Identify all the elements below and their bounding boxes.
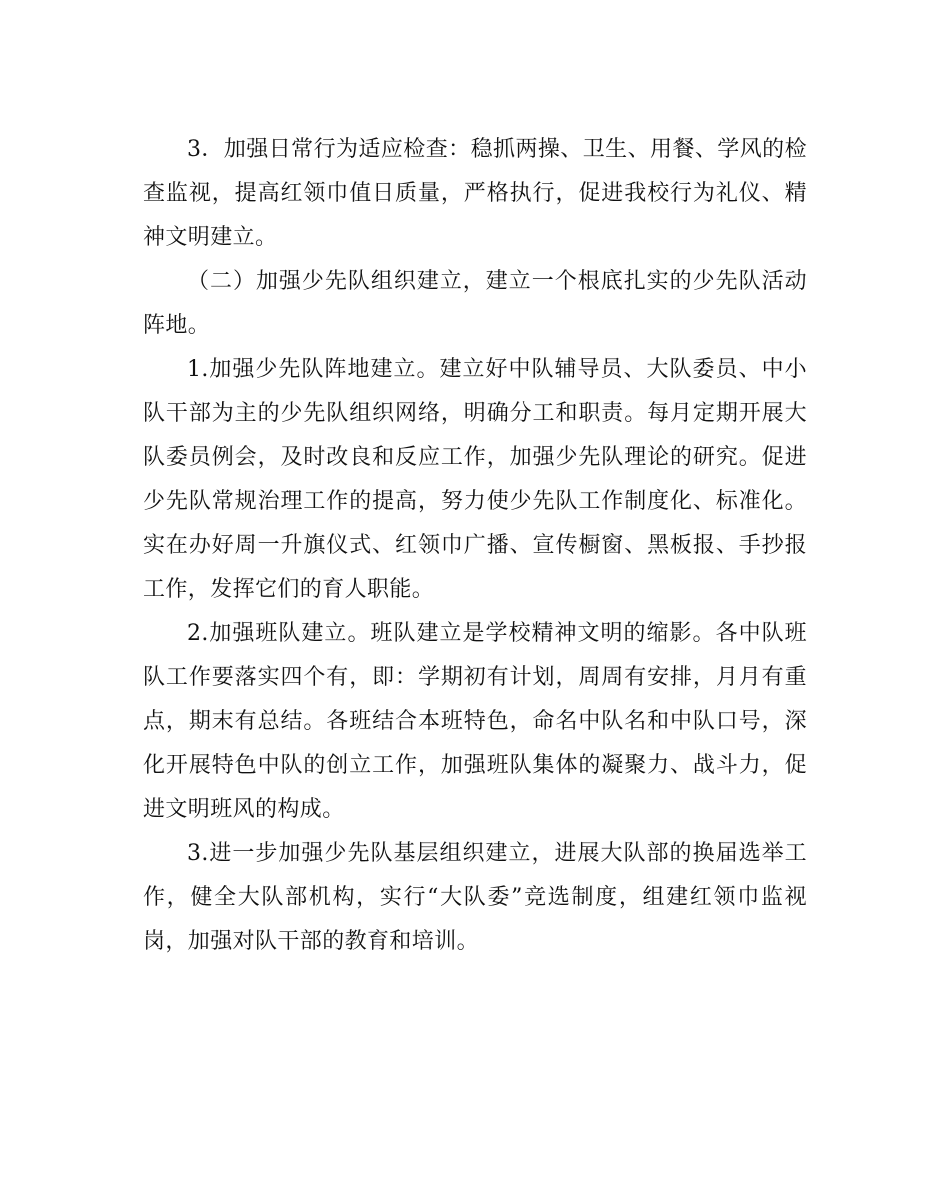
document-body <box>143 128 807 964</box>
paragraph-class-team-building: 2.加强班队建立。班队建立是学校精神文明的缩影。各中队班队工作要落实四个有，即：学期初有计划，周周有安排，月月有重点，期末有总结。各班结合本班特色，命名中队名和中队口号，深化开展特色中队的创立工作，加强班队集体的凝聚力、战斗力，促进文明班风的构成。 <box>143 621 807 822</box>
section-heading-organization: （二）加强少先队组织建立，建立一个根底扎实的少先队活动阵地。 <box>143 269 807 338</box>
paragraph-daily-behavior-check: 3．加强日常行为适应检查：稳抓两操、卫生、用餐、学风的检查监视，提高红领巾值日质量，严格执行，促进我校行为礼仪、精神文明建立。 <box>143 137 807 250</box>
paragraph-grassroots-organization: 3.进一步加强少先队基层组织建立，进展大队部的换届选举工作，健全大队部机构，实行“大队委”竞选制度，组建红领巾监视岗，加强对队干部的教育和培训。 <box>143 841 807 954</box>
paragraph-position-building: 1.加强少先队阵地建立。建立好中队辅导员、大队委员、中小队干部为主的少先队组织网络，明确分工和职责。每月定期开展大队委员例会，及时改良和反应工作，加强少先队理论的研究。促进少先队常规治理工作的提高，努力使少先队工作制度化、标准化。实在办好周一升旗仪式、红领巾广播、宣传橱窗、黑板报、手抄报工作，发挥它们的育人职能。 <box>143 357 807 602</box>
